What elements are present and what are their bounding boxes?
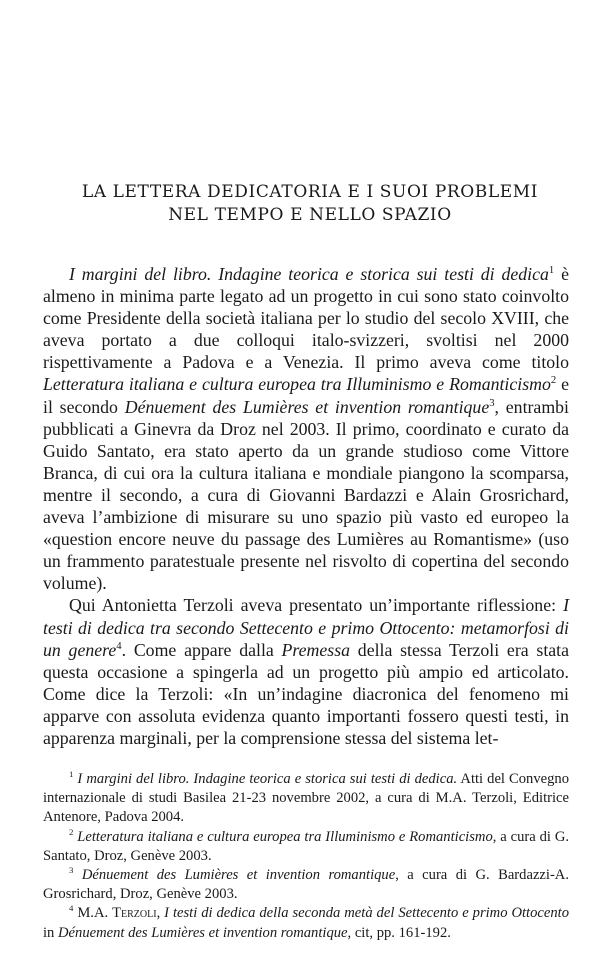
work-title: Dénuement des Lumières et invention romantique (124, 396, 490, 417)
footnote-ref-2: 2 (550, 374, 557, 387)
work-title: Letteratura italiana e cultura europea tra Illuminismo e Romanticismo (43, 374, 551, 395)
footnote-ref-3: 3 (489, 396, 495, 409)
footnote-title: Letteratura italiana e cultura europea tra Illuminismo e Romanticismo (77, 828, 493, 845)
footnote-number: 2 (69, 826, 74, 837)
footnote-title: I margini del libro. Indagine teorica e storica sui testi di dedica. (77, 771, 458, 787)
body-paragraph-2 (43, 594, 569, 749)
chapter-title-line-2: NEL TEMPO E NELLO SPAZIO (168, 205, 452, 225)
footnote-text: Atti del Convegno internazionale di studi Basilea 21-23 novembre 2002, a cura di M.A. Terzoli, Editrice Antenore, Padova 2004. (43, 771, 570, 826)
body-text (43, 263, 569, 749)
text-segment: della stessa Terzoli era stata questa occasione a spingerla ad un progetto più ampio ed articolato. Come dice la Terzoli: «In un’indagine diacronica del fenomeno mi apparve con assoluta evidenza quanto importanti fossero questi testi, in apparenza marginali, per la comprensione stessa del sistema let- (43, 639, 569, 748)
footnote-ref-1: 1 (548, 264, 555, 277)
footnote-author-initials: M.A. (77, 905, 113, 922)
body-paragraph-1 (43, 263, 569, 594)
text-segment: Qui Antonietta Terzoli aveva presentato un’importante riflessione: (69, 595, 564, 616)
footnote-number: 1 (69, 769, 74, 780)
text-segment: , entrambi pubblicati a Ginevra da Droz nel 2003. Il primo, coordinato e curato da Guido Santato, era stato aperto da un grande studioso come Vittore Branca, di cui ora la cultura italiana e mondiale piangono la scomparsa, mentre il secondo, a cura di Giovanni Bardazzi e Alain Grosrichard, aveva l’ambizione di misurare su uno spazio più vasto ed europeo la «question encore neuve du passage des Lumières au Romantisme» (uso un frammento paratestuale presente nel risvolto di copertina del secondo volume). (43, 396, 569, 594)
footnote-3 (43, 866, 569, 904)
footnote-text: , (156, 905, 165, 922)
footnote-text: , a cura di G. Santato, Droz, Genève 2003. (43, 828, 570, 864)
work-title: Premessa (281, 639, 351, 660)
text-segment: e il secondo (43, 374, 569, 417)
footnote-ref-4: 4 (116, 639, 122, 652)
book-title: I margini del libro. Indagine teorica e storica sui testi di dedica (69, 264, 549, 284)
text-segment: . Come appare dalla (121, 639, 282, 660)
footnote-title: Dénuement des Lumières et invention romantique (58, 924, 348, 941)
footnote-1 (43, 770, 569, 828)
footnote-number: 4 (69, 903, 74, 914)
footnote-2 (43, 828, 569, 866)
footnote-text: , cit, pp. 161-192. (347, 924, 451, 941)
footnote-4 (43, 904, 569, 942)
text-segment: è almeno in minima parte legato ad un progetto in cui sono stato coinvolto come Presidente della società italiana per lo studio del secolo XVIII, che aveva portato a due colloqui italo-svizzeri, svoltisi nel 2000 rispettivamente a Padova e a Venezia. Il primo aveva come titolo (43, 264, 569, 373)
footnote-number: 3 (69, 865, 74, 876)
footnotes (43, 770, 569, 943)
footnote-title: I testi di dedica della seconda metà del Settecento e primo Ottocento (164, 905, 570, 922)
chapter-title-line-1: LA LETTERA DEDICATORIA E I SUOI PROBLEMI (81, 182, 539, 202)
work-title: I testi di dedica tra secondo Settecento e primo Ottocento: metamorfosi di un genere (43, 595, 569, 660)
footnote-text: in (43, 924, 58, 941)
footnote-text: , a cura di G. Bardazzi-A. Grosrichard, Droz, Genève 2003. (43, 867, 569, 903)
footnote-title: Dénuement des Lumières et invention romantique (81, 867, 396, 884)
footnote-author-surname: Terzoli (112, 905, 157, 922)
